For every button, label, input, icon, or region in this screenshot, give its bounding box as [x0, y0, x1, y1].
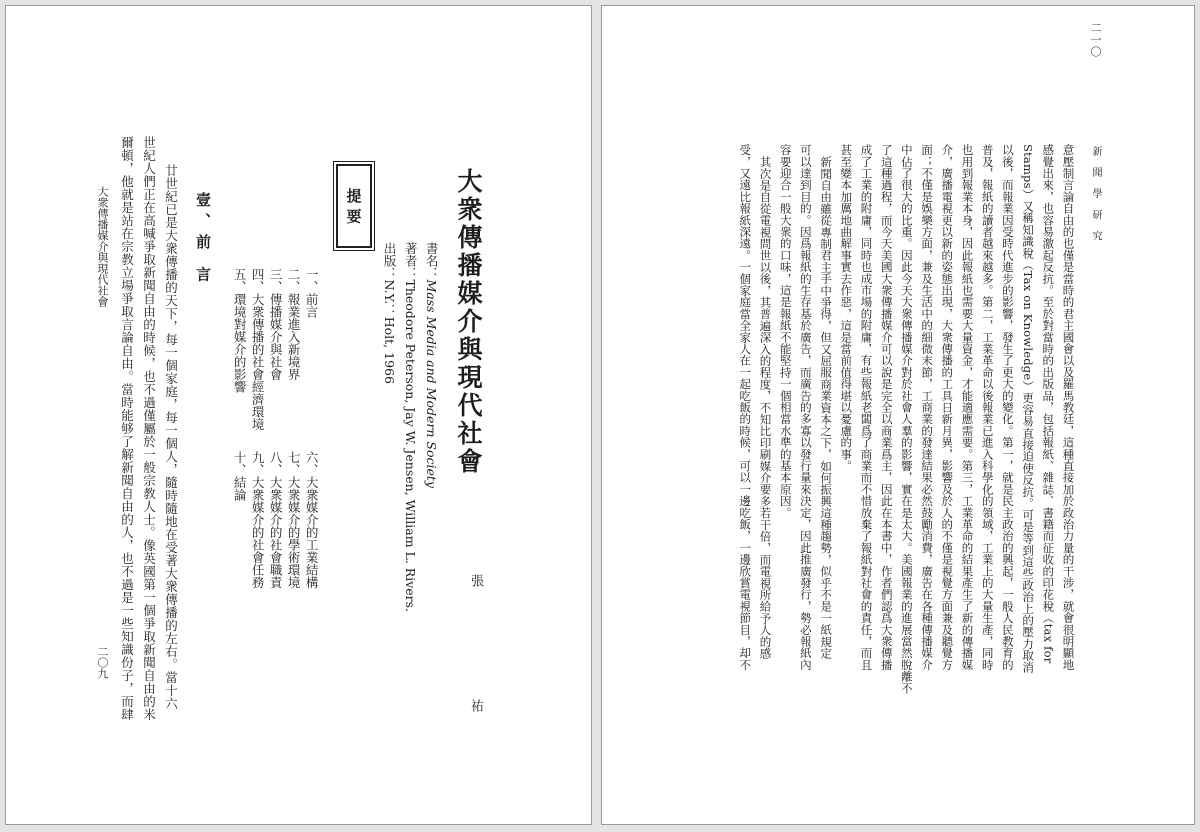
- body-line: 介，廣播電視更以新的姿態出現，大衆傳播的工具日新月異，影響及於人的不僅是視覺方面兼及聽覺方: [940, 144, 955, 671]
- article-title: 大衆傳播媒介與現代社會: [454, 168, 483, 476]
- running-header: 新 聞 學 研 究: [1090, 146, 1101, 245]
- toc-item: 一、前言: [304, 268, 320, 318]
- body-line: 可以達到目的。因爲報紙的生存基於廣告，而廣告的多寡以發行量來決定，因此推廣發行，勢必報紙內: [798, 144, 813, 671]
- running-footer: 大衆傳播媒介與現代社會: [96, 186, 109, 307]
- publish-label: 出版：: [382, 242, 398, 280]
- body-line: 面；不僅是娛樂方面，兼及生活中的細微末節，工商業的發達結果必然鼓勵消費，廣告在各種傳播媒介: [920, 144, 935, 671]
- toc-item: 八、大衆媒介的社會職責: [268, 451, 284, 589]
- authors-value: Theodore Peterson, Jay W. Jensen, William L. Rivers.: [403, 279, 419, 613]
- book-publisher: [383, 242, 396, 384]
- body-line: 成了工業的附庸，同時也成市場的附庸，有些報紙老闆爲了商業而不惜放棄了報紙對社會的責任，而且: [859, 144, 874, 671]
- body-line: 其次是自從電視問世以後，其普遍深入的程度，不知比印刷媒介要多若干倍，而電視所給予人的感: [758, 156, 773, 660]
- body-line: 也用到報業本身，因此報紙也需要大量資金，才能適應需要。第三，工業革命的結果產生了新的傳播媒: [960, 144, 975, 671]
- left-page: [5, 5, 592, 825]
- book-name: [425, 242, 438, 488]
- book-authors: [404, 242, 417, 612]
- body-line: 爾頓，他就是站在宗教立場爭取言論自由。當時能够了解新聞自由的人，也不過是一些知識份子，而肆: [119, 136, 135, 721]
- toc-item: 七、大衆媒介的學術環境: [286, 451, 302, 589]
- section-heading: 壹、前 言: [194, 192, 212, 288]
- toc-item: 九、大衆媒介的社會任務: [250, 451, 266, 589]
- body-line: 廿世紀已是大衆傳播的天下，每一個家庭，每一個人，隨時隨地在受著大衆傳播的左右。當十六: [163, 164, 179, 710]
- page-number: 二〇九: [96, 646, 109, 679]
- publish-value: N.Y.：Holt, 1966: [382, 279, 398, 384]
- body-line: Stamps）又稱知識稅（Tax on Knowledge）更容易直接迫使反抗。可是等到這些政治上的壓力取消: [1021, 144, 1036, 673]
- right-page: [601, 5, 1195, 825]
- toc-item: 三、傳播媒介與社會: [268, 268, 284, 381]
- author-name: 張 祐: [468, 574, 483, 767]
- toc-item: 六、大衆媒介的工業結構: [304, 451, 320, 589]
- body-line: 以後，而報業因受時代進步的影響，發生了更大的變化。第一，就是民主政治的興起，一般人民教育的: [1000, 144, 1015, 671]
- book-name-label: 書名：: [424, 242, 440, 280]
- book-name-value: Mass Media and Modern Society: [424, 279, 440, 488]
- toc-item: 十、結論: [232, 451, 248, 501]
- summary-box: 提 要: [336, 164, 372, 248]
- page-number: 二一〇: [1089, 22, 1102, 58]
- body-line: 新聞自由雖從專制君主手中爭得，但又屈服商業資本之下，如何振興這種趨勢，似乎不是一紙規定: [819, 156, 834, 660]
- body-line: 普及，報紙的讀者越來越多。第二，工業革命以後報業已進入科學化的領域，工業上的大量生產，同時: [980, 144, 995, 671]
- body-line: 中佔了很大的比重。因此今天大衆傳播媒介對於社會人羣的影響，實在是太大。美國報業的進展當然脫離不: [899, 144, 914, 694]
- body-line: 了這種過程，而今天美國大衆傳播媒介可以說是完全以商業爲主，因此在本書中，作者們認爲大衆傳播: [879, 144, 894, 671]
- toc-item: 二、報業進入新境界: [286, 268, 302, 381]
- body-line: 意壓制言論自由的也僅是當時的君主國會以及羅馬教廷，這種直接加於政治力量的干涉，就會很明顯地: [1061, 144, 1076, 671]
- body-line: 受，又遠比報紙深遠。一個家庭當全家人在一起吃飯的時候，可以一邊吃飯，一邊欣賞電視節目，却不: [738, 144, 753, 671]
- body-line: 世紀人們正在高喊爭取新聞自由的時候，也不過僅屬於一般宗教人士。像英國第一個爭取新聞自由的米: [141, 136, 157, 721]
- body-line: 感覺出來，也容易激起反抗。至於對當時的出版品，包括報紙、雜誌、書籍而征收的印花稅（tax for: [1041, 144, 1056, 664]
- authors-label: 著者：: [403, 242, 419, 280]
- toc-item: 四、大衆傳播的社會經濟環境: [250, 268, 266, 431]
- body-line: 甚至變本加厲地曲解事實去作惡，這是當前值得堪以憂慮的事。: [839, 144, 854, 472]
- toc-item: 五、環境對媒介的影響: [232, 268, 248, 393]
- body-line: 容要迎合一般大衆的口味，這是報紙不能堅持一個相當水準的基本原因。: [778, 144, 793, 519]
